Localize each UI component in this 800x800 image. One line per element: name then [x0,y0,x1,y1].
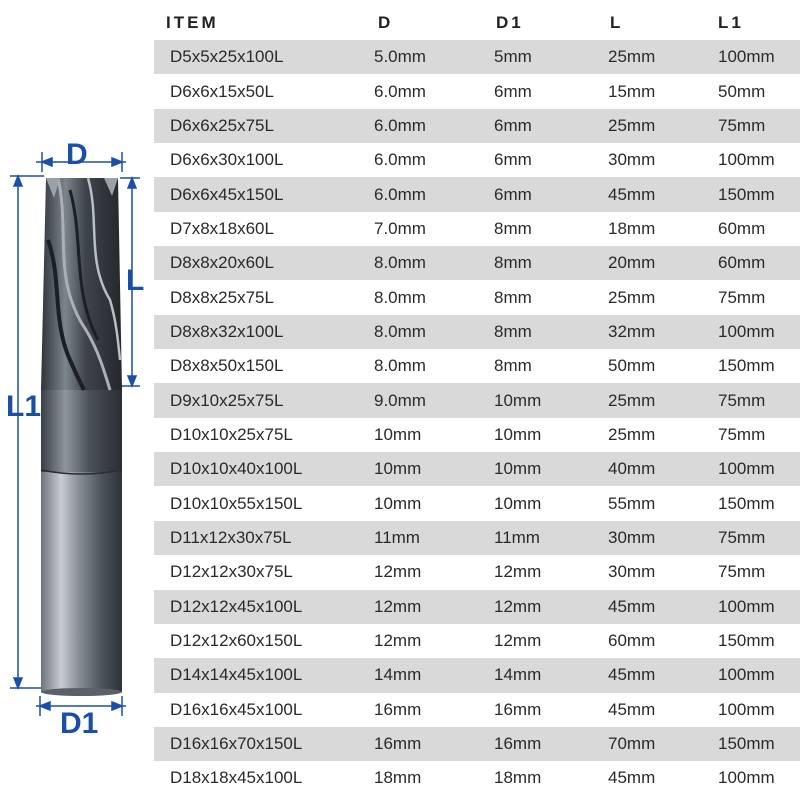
end-mill-body [41,178,122,696]
cell-d1: 16mm [488,727,608,761]
cell-d: 7.0mm [354,212,488,246]
cell-l: 20mm [608,246,716,280]
cell-l: 18mm [608,212,716,246]
table-row [154,212,800,246]
l-label: L [126,264,145,297]
cell-l1: 50mm [716,74,800,108]
cell-l: 40mm [608,452,716,486]
header-d1: D1 [488,6,608,40]
header-item: ITEM [154,6,354,40]
cell-item: D7x8x18x60L [154,212,354,246]
cell-item: D5x5x25x100L [154,40,354,74]
cell-d1: 6mm [488,143,608,177]
cell-d1: 12mm [488,555,608,589]
cell-l: 25mm [608,40,716,74]
cell-l: 30mm [608,555,716,589]
cell-l1: 100mm [716,315,800,349]
cell-d1: 6mm [488,177,608,211]
cell-d: 6.0mm [354,74,488,108]
cell-item: D12x12x45x100L [154,590,354,624]
cell-d1: 8mm [488,212,608,246]
cell-d: 10mm [354,486,488,520]
cell-l1: 150mm [716,349,800,383]
table-row [154,246,800,280]
cell-d: 14mm [354,658,488,692]
cell-l: 60mm [608,624,716,658]
table-row [154,452,800,486]
cell-item: D12x12x60x150L [154,624,354,658]
table-row [154,177,800,211]
table-row [154,590,800,624]
cell-item: D8x8x32x100L [154,315,354,349]
cell-item: D12x12x30x75L [154,555,354,589]
cell-d1: 18mm [488,761,608,795]
cell-item: D16x16x45x100L [154,693,354,727]
cell-item: D11x12x30x75L [154,521,354,555]
table-body [154,40,800,796]
spec-table [154,6,800,796]
cell-item: D8x8x25x75L [154,280,354,314]
table-row [154,40,800,74]
cell-l1: 60mm [716,212,800,246]
cell-l: 25mm [608,280,716,314]
cell-item: D9x10x25x75L [154,383,354,417]
cell-l1: 100mm [716,452,800,486]
cell-d1: 10mm [488,383,608,417]
cell-d1: 10mm [488,418,608,452]
cell-l: 70mm [608,727,716,761]
cell-l1: 100mm [716,761,800,795]
cell-d1: 8mm [488,246,608,280]
cell-d: 8.0mm [354,315,488,349]
cell-l: 15mm [608,74,716,108]
table-row [154,486,800,520]
cell-d: 6.0mm [354,177,488,211]
table-row [154,555,800,589]
table-row [154,74,800,108]
cell-l1: 150mm [716,486,800,520]
table-row [154,315,800,349]
cell-d1: 11mm [488,521,608,555]
cell-item: D18x18x45x100L [154,761,354,795]
cell-d: 8.0mm [354,280,488,314]
cell-l1: 75mm [716,109,800,143]
table-row [154,521,800,555]
cell-l1: 75mm [716,383,800,417]
cell-d: 8.0mm [354,349,488,383]
cell-l1: 60mm [716,246,800,280]
cell-item: D6x6x15x50L [154,74,354,108]
cell-l: 45mm [608,693,716,727]
cell-d1: 12mm [488,624,608,658]
header-l: L [608,6,716,40]
cell-l: 30mm [608,521,716,555]
cell-d: 6.0mm [354,109,488,143]
cell-d: 9.0mm [354,383,488,417]
cell-l: 25mm [608,383,716,417]
table-row [154,383,800,417]
cell-l1: 100mm [716,590,800,624]
cell-l: 32mm [608,315,716,349]
cell-item: D16x16x70x150L [154,727,354,761]
cell-l1: 75mm [716,555,800,589]
table-row [154,761,800,795]
table-row [154,693,800,727]
cell-l: 45mm [608,177,716,211]
table-header-row [154,6,800,40]
cell-d1: 16mm [488,693,608,727]
cell-d1: 6mm [488,74,608,108]
cell-l: 30mm [608,143,716,177]
cell-item: D6x6x45x150L [154,177,354,211]
cell-item: D8x8x50x150L [154,349,354,383]
cell-l: 45mm [608,658,716,692]
cell-l1: 150mm [716,624,800,658]
table-row [154,624,800,658]
cell-d: 10mm [354,418,488,452]
cell-d1: 14mm [488,658,608,692]
cell-d: 10mm [354,452,488,486]
cell-l1: 100mm [716,658,800,692]
cell-l1: 100mm [716,40,800,74]
cell-l: 50mm [608,349,716,383]
header-l1: L1 [716,6,800,40]
header-d: D [354,6,488,40]
cell-l: 25mm [608,109,716,143]
cell-d: 18mm [354,761,488,795]
table-row [154,349,800,383]
cell-item: D10x10x40x100L [154,452,354,486]
cell-d: 12mm [354,555,488,589]
cell-d1: 10mm [488,452,608,486]
l1-label: L1 [6,390,42,423]
cell-d: 12mm [354,590,488,624]
cell-l1: 150mm [716,727,800,761]
table-row [154,280,800,314]
l1-dimension-line [10,176,44,688]
end-mill-diagram [0,0,160,800]
d1-label: D1 [60,707,99,740]
table-row [154,418,800,452]
cell-d: 5.0mm [354,40,488,74]
cell-l: 45mm [608,761,716,795]
cell-d: 11mm [354,521,488,555]
table-row [154,109,800,143]
table-row [154,143,800,177]
cell-d1: 5mm [488,40,608,74]
cell-item: D10x10x55x150L [154,486,354,520]
cell-d1: 8mm [488,349,608,383]
cell-d1: 8mm [488,315,608,349]
cell-item: D8x8x20x60L [154,246,354,280]
cell-item: D6x6x30x100L [154,143,354,177]
cell-d1: 8mm [488,280,608,314]
cell-l: 55mm [608,486,716,520]
cell-item: D14x14x45x100L [154,658,354,692]
cell-item: D10x10x25x75L [154,418,354,452]
cell-item: D6x6x25x75L [154,109,354,143]
cell-d: 8.0mm [354,246,488,280]
cell-l1: 100mm [716,693,800,727]
cell-l1: 100mm [716,143,800,177]
cell-l1: 75mm [716,521,800,555]
cell-d1: 6mm [488,109,608,143]
cell-d1: 10mm [488,486,608,520]
cell-d: 16mm [354,727,488,761]
cell-d1: 12mm [488,590,608,624]
table-row [154,727,800,761]
d-label: D [66,138,88,171]
cell-l: 45mm [608,590,716,624]
cell-l1: 75mm [716,418,800,452]
table-row [154,658,800,692]
cell-l1: 150mm [716,177,800,211]
cell-l1: 75mm [716,280,800,314]
cell-d: 16mm [354,693,488,727]
cell-d: 6.0mm [354,143,488,177]
cell-l: 25mm [608,418,716,452]
cell-d: 12mm [354,624,488,658]
